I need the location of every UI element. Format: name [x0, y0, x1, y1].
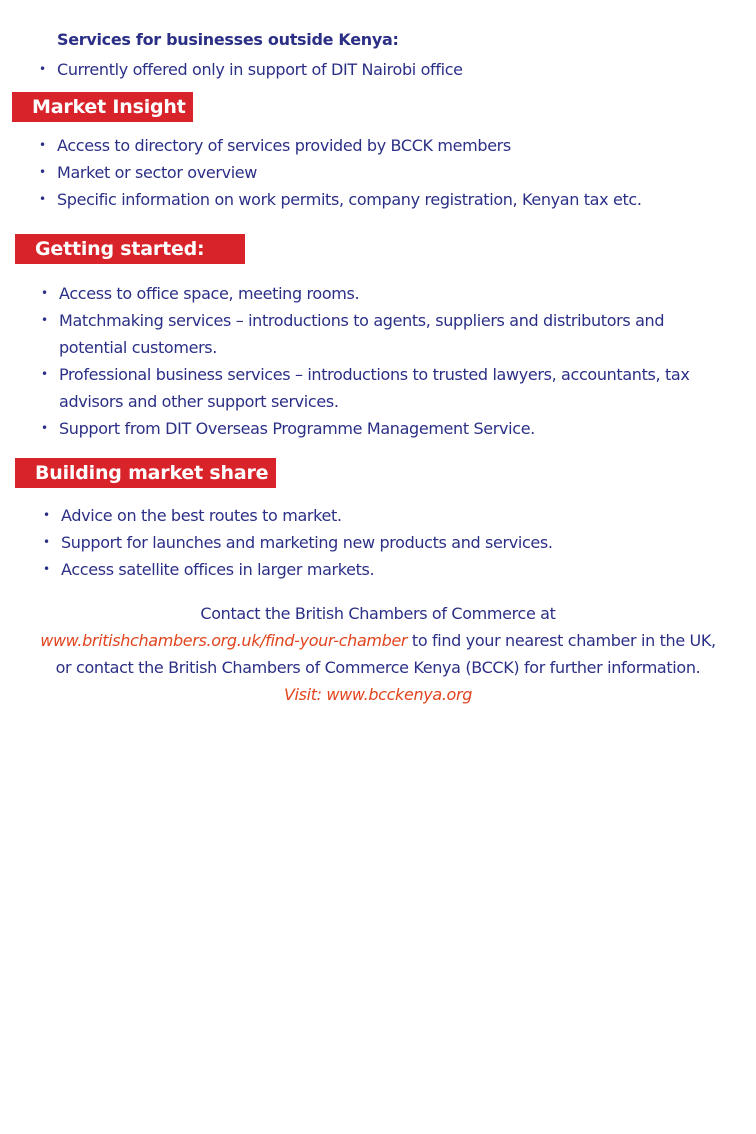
list-item: • Market or sector overview [39, 159, 739, 186]
contact-block [20, 600, 736, 708]
list-item: • Specific information on work permits, company registration, Kenyan tax etc. [39, 186, 739, 213]
list-item: • Support for launches and marketing new products and services. [43, 529, 723, 556]
list-item: • Advice on the best routes to market. [43, 502, 723, 529]
outside-kenya-list [39, 56, 729, 83]
list-item: • Access satellite offices in larger markets. [43, 556, 723, 583]
bcck-website-link[interactable]: Visit: www.bcckenya.org [283, 685, 473, 704]
contact-line-2-rest: to find your nearest chamber in the UK, [407, 631, 716, 650]
bullet-icon: • [39, 192, 46, 206]
list-item: • Professional business services – introductions to trusted lawyers, accountants, tax advisors and other support services. [41, 361, 721, 415]
list-item: • Access to directory of services provided by BCCK members [39, 132, 739, 159]
find-your-chamber-link[interactable]: www.britishchambers.org.uk/find-your-chamber [40, 631, 408, 650]
building-market-share-title: Building market share [15, 458, 276, 488]
outside-kenya-heading: Services for businesses outside Kenya: [57, 30, 399, 49]
visit-line [20, 681, 736, 708]
bullet-icon: • [43, 562, 50, 576]
bullet-icon: • [39, 165, 46, 179]
contact-line-1: Contact the British Chambers of Commerce at [200, 604, 556, 623]
building-market-share-list [43, 502, 723, 583]
contact-line-2 [20, 627, 736, 654]
bullet-icon: • [41, 421, 48, 435]
bullet-icon: • [43, 508, 50, 522]
contact-line-3: or contact the British Chambers of Commerce Kenya (BCCK) for further information. [55, 658, 701, 677]
bullet-icon: • [39, 138, 46, 152]
bullet-icon: • [41, 313, 48, 327]
market-insight-list [39, 132, 739, 213]
getting-started-title: Getting started: [15, 234, 245, 264]
bullet-icon: • [41, 286, 48, 300]
bullet-icon: • [39, 62, 46, 76]
bullet-icon: • [41, 367, 48, 381]
getting-started-list [41, 280, 721, 442]
bullet-icon: • [43, 535, 50, 549]
list-item: • Currently offered only in support of DIT Nairobi office [39, 56, 729, 83]
market-insight-title: Market Insight [12, 92, 193, 122]
list-item: • Matchmaking services – introductions to agents, suppliers and distributors and potential customers. [41, 307, 721, 361]
list-item: • Access to office space, meeting rooms. [41, 280, 721, 307]
list-item: • Support from DIT Overseas Programme Management Service. [41, 415, 721, 442]
